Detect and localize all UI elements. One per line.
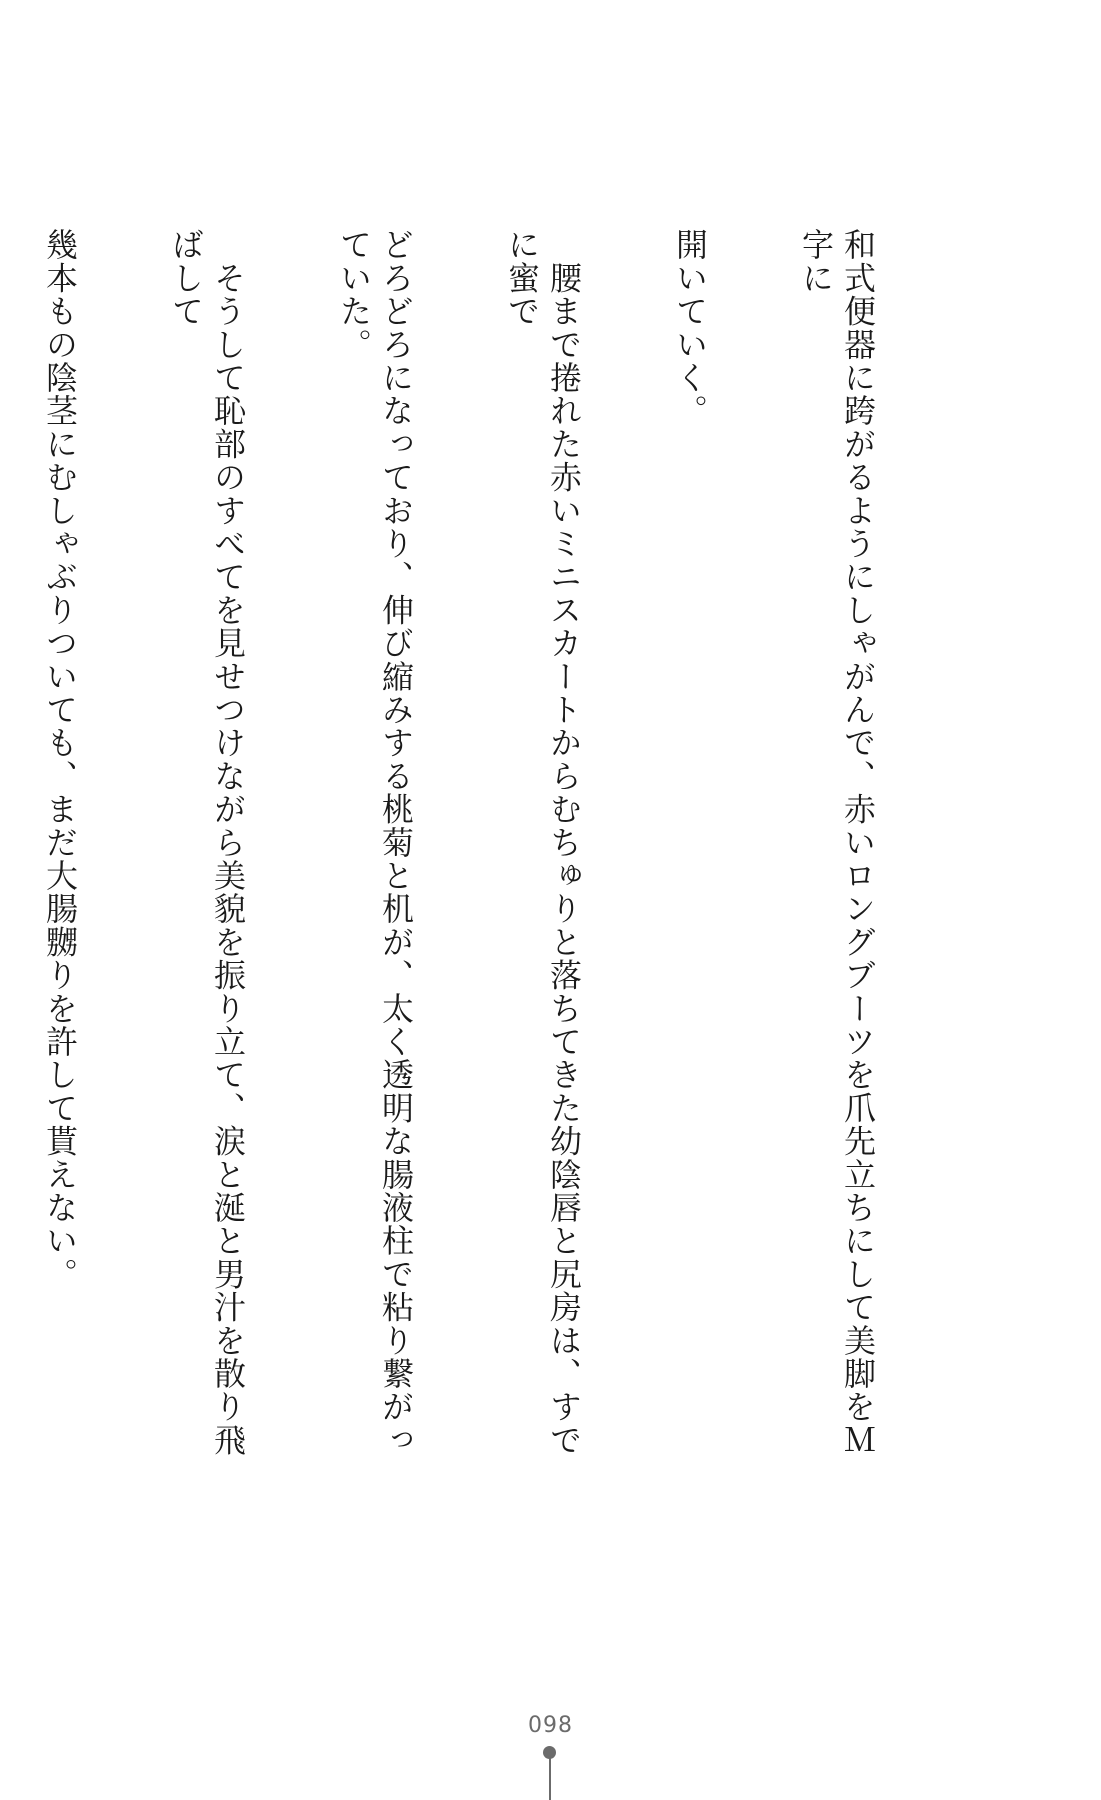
text-line: 開いていく。 <box>671 228 709 428</box>
text-line: そうして恥部のすべてを見せつけながら美貌を振り立て、涙と涎と男汁を散り飛ばして <box>167 228 247 1457</box>
vertical-text-body <box>41 228 963 1468</box>
page-number: 098 <box>528 1713 573 1738</box>
text-line: 幾本もの陰茎にむしゃぶりついても、まだ大腸嬲りを許して貰えない。 <box>41 228 79 1291</box>
text-line: どろどろになっており、伸び縮みする桃菊と机が、太く透明な腸液柱で粘り繋がっていた。 <box>335 228 415 1457</box>
text-line: 腰まで捲れた赤いミニスカートからむちゅりと落ちてきた幼陰唇と尻房は、すでに蜜で <box>503 228 583 1457</box>
page-marker-rule <box>549 1758 551 1800</box>
text-line: 和式便器に跨がるようにしゃがんで、赤いロングブーツを爪先立ちにして美脚をＭ字に <box>797 228 877 1457</box>
